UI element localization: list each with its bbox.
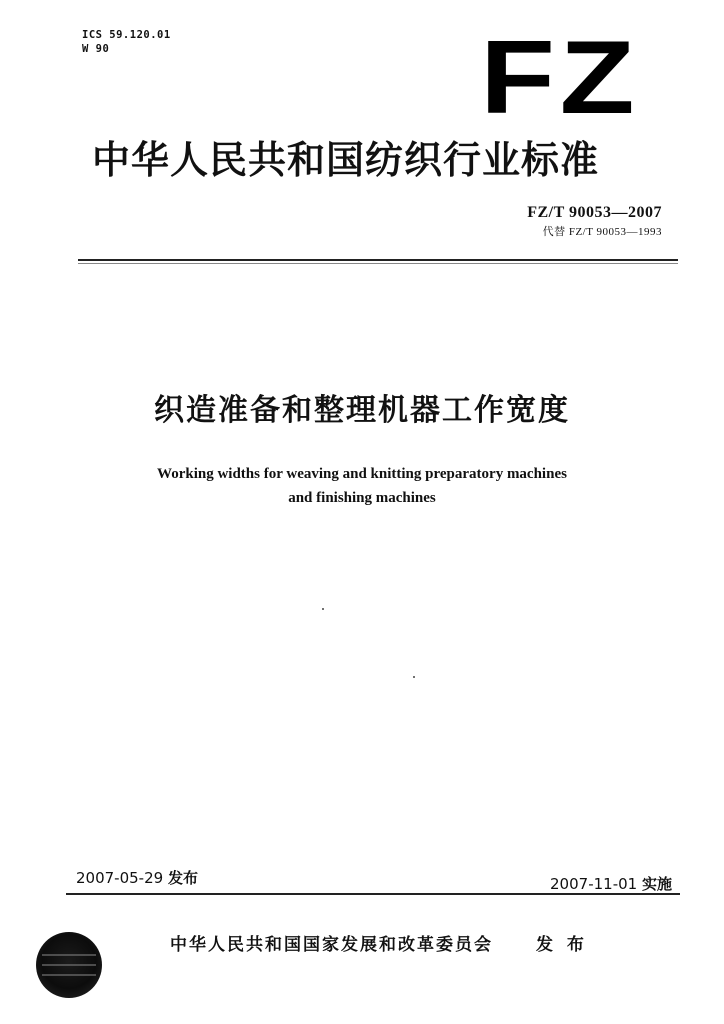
document-title-chinese: 织造准备和整理机器工作宽度 bbox=[154, 393, 570, 428]
publish-label: 发 布 bbox=[536, 935, 588, 955]
english-title-line-2: and finishing machines bbox=[288, 490, 436, 506]
document-title-english bbox=[0, 462, 724, 510]
industry-standard-title: 中华人民共和国纺织行业标准 bbox=[92, 138, 600, 182]
effective-date bbox=[550, 873, 672, 894]
standard-number: FZ/T 90053—2007 bbox=[527, 204, 662, 221]
standard-number-block bbox=[527, 204, 662, 239]
header-divider bbox=[78, 259, 678, 261]
fz-logo: FZ bbox=[480, 20, 640, 136]
issue-date-value: 2007-05-29 bbox=[76, 869, 164, 887]
effective-date-label: 实施 bbox=[641, 875, 672, 893]
header-divider-thin bbox=[78, 263, 678, 264]
scan-speck bbox=[322, 608, 324, 610]
classification-code: W 90 bbox=[82, 43, 110, 55]
seal-stripe bbox=[42, 974, 96, 976]
seal-icon bbox=[36, 932, 102, 998]
ics-classification bbox=[82, 28, 171, 56]
footer-divider bbox=[66, 893, 680, 895]
publisher-name: 中华人民共和国国家发展和改革委员会 bbox=[170, 935, 493, 955]
issue-date bbox=[76, 867, 198, 888]
replaces-standard: 代替 FZ/T 90053—1993 bbox=[542, 226, 662, 238]
seal-stripe bbox=[42, 964, 96, 966]
english-title-line-1: Working widths for weaving and knitting preparatory machines bbox=[157, 466, 567, 482]
scan-speck bbox=[413, 676, 415, 678]
ics-code: ICS 59.120.01 bbox=[82, 29, 171, 41]
seal-stripe bbox=[42, 954, 96, 956]
effective-date-value: 2007-11-01 bbox=[550, 875, 638, 893]
issue-date-label: 发布 bbox=[167, 869, 198, 887]
